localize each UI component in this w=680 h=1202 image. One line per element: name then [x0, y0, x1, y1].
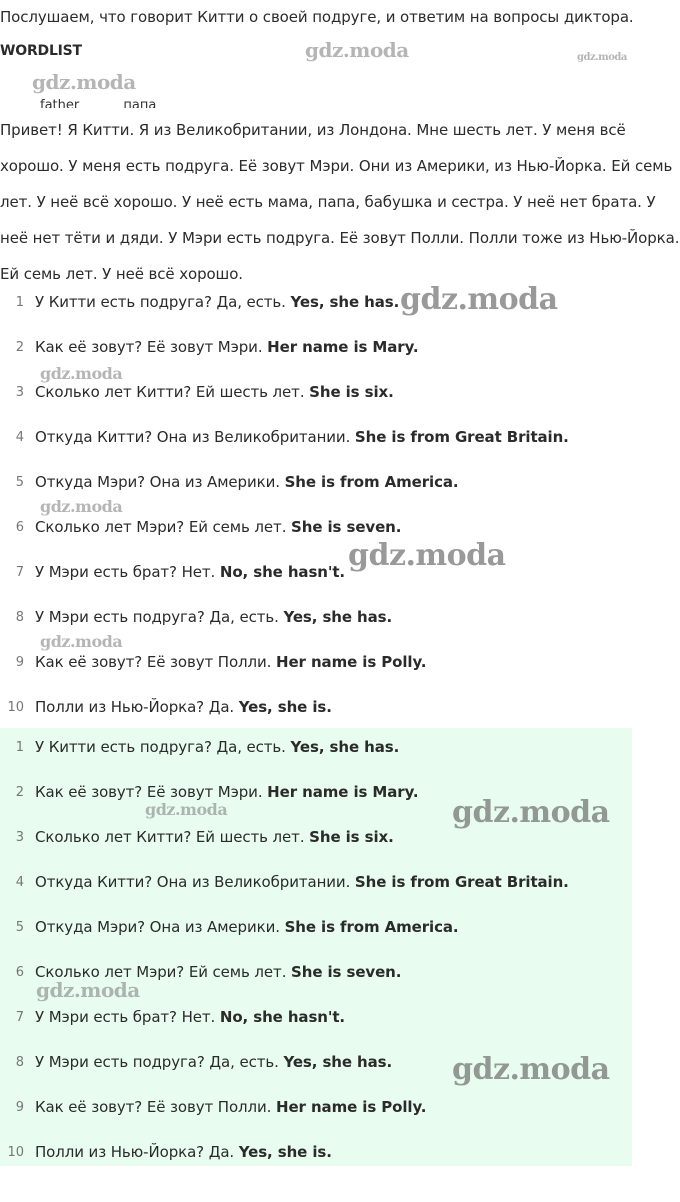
answer-text: She is from America. — [284, 918, 459, 936]
qa-number: 2 — [15, 340, 24, 355]
question-text: У Мэри есть брат? Нет. — [35, 1008, 216, 1026]
question-text: У Мэри есть подруга? Да, есть. — [35, 1053, 279, 1071]
watermark: gdz.moda — [32, 70, 136, 94]
qa-text — [35, 518, 401, 536]
qa-text — [35, 828, 394, 846]
watermark: gdz.moda — [452, 795, 610, 830]
qa-text — [35, 1053, 392, 1071]
answer-text: She is seven. — [291, 518, 402, 536]
qa-text — [35, 1098, 426, 1116]
question-text: Откуда Китти? Она из Великобритании. — [35, 873, 351, 891]
qa-text — [35, 653, 426, 671]
qa-text — [35, 338, 418, 356]
watermark: gdz.moda — [305, 38, 409, 62]
qa-text — [35, 608, 392, 626]
qa-number: 2 — [15, 785, 24, 800]
answer-text: Yes, she has. — [283, 608, 393, 626]
question-text: Полли из Нью-Йорка? Да. — [35, 1143, 235, 1161]
qa-number: 1 — [15, 295, 24, 310]
qa-number: 6 — [15, 520, 24, 535]
qa-number: 7 — [15, 1010, 24, 1025]
watermark: gdz.moda — [452, 1052, 610, 1087]
qa-text — [35, 873, 569, 891]
qa-number: 10 — [7, 700, 24, 715]
qa-text — [35, 1008, 345, 1026]
qa-item — [0, 418, 632, 463]
qa-item — [0, 1088, 632, 1133]
answer-text: She is from America. — [284, 473, 459, 491]
qa-number: 8 — [15, 1055, 24, 1070]
question-text: Как её зовут? Её зовут Полли. — [35, 1098, 272, 1116]
qa-item — [0, 688, 632, 733]
answer-text: She is seven. — [291, 963, 402, 981]
qa-number: 6 — [15, 965, 24, 980]
answer-text: Yes, she has. — [290, 293, 400, 311]
question-text: Полли из Нью-Йорка? Да. — [35, 698, 235, 716]
answer-text: She is from Great Britain. — [354, 873, 569, 891]
task-instruction: Послушаем, что говорит Китти о своей подруге, и ответим на вопросы диктора. — [0, 8, 634, 26]
wordlist-word: father — [40, 98, 80, 108]
answer-text: She is six. — [309, 383, 394, 401]
qa-number: 7 — [15, 565, 24, 580]
qa-text — [35, 1143, 332, 1161]
answer-text: She is from Great Britain. — [354, 428, 569, 446]
answer-text: Her name is Polly. — [276, 653, 427, 671]
qa-number: 4 — [15, 430, 24, 445]
answer-text: Her name is Polly. — [276, 1098, 427, 1116]
answer-text: Yes, she has. — [283, 1053, 393, 1071]
watermark: gdz.moda — [348, 538, 506, 573]
answer-text: Her name is Mary. — [267, 783, 419, 801]
qa-number: 8 — [15, 610, 24, 625]
question-text: У Китти есть подруга? Да, есть. — [35, 293, 286, 311]
question-text: Как её зовут? Её зовут Мэри. — [35, 338, 263, 356]
wordlist-translation: папа — [123, 98, 157, 108]
qa-item — [0, 553, 632, 598]
qa-text — [35, 293, 399, 311]
wordlist-heading: WORDLIST — [0, 43, 82, 59]
qa-item — [0, 998, 632, 1043]
qa-text — [35, 473, 459, 491]
wordlist-row — [40, 98, 196, 108]
question-text: Сколько лет Китти? Ей шесть лет. — [35, 383, 305, 401]
watermark: gdz.moda — [40, 497, 123, 516]
answers-list-highlighted — [0, 728, 632, 1166]
answer-text: Yes, she is. — [238, 1143, 332, 1161]
qa-number: 5 — [15, 475, 24, 490]
watermark: gdz.moda — [145, 800, 228, 819]
qa-number: 10 — [7, 1145, 24, 1160]
question-text: Откуда Мэри? Она из Америки. — [35, 918, 280, 936]
question-text: У Мэри есть подруга? Да, есть. — [35, 608, 279, 626]
question-text: У Мэри есть брат? Нет. — [35, 563, 216, 581]
qa-number: 1 — [15, 740, 24, 755]
question-text: Как её зовут? Её зовут Полли. — [35, 653, 272, 671]
qa-text — [35, 918, 459, 936]
qa-number: 4 — [15, 875, 24, 890]
qa-item — [0, 908, 632, 953]
qa-number: 5 — [15, 920, 24, 935]
qa-text — [35, 383, 394, 401]
answer-text: Yes, she is. — [238, 698, 332, 716]
qa-number: 3 — [15, 830, 24, 845]
question-text: Сколько лет Мэри? Ей семь лет. — [35, 963, 287, 981]
question-text: Сколько лет Китти? Ей шесть лет. — [35, 828, 305, 846]
qa-number: 9 — [15, 1100, 24, 1115]
watermark: gdz.moda — [36, 978, 140, 1002]
qa-text — [35, 738, 399, 756]
question-text: Сколько лет Мэри? Ей семь лет. — [35, 518, 287, 536]
qa-number: 9 — [15, 655, 24, 670]
qa-item — [0, 863, 632, 908]
watermark: gdz.moda — [40, 632, 123, 651]
answer-text: Yes, she has. — [290, 738, 400, 756]
qa-item — [0, 1133, 632, 1178]
story-text: Привет! Я Китти. Я из Великобритании, из Лондона. Мне шесть лет. У меня всё хорошо. У меня есть подруга. Её зовут Мэри. Они из Америки, из Нью-Йорка. Ей семь лет. У неё всё хорошо. У неё есть мама, папа, бабушка и сестра. У неё нет брата. У неё нет тёти и дяди. У Мэри есть подруга. Её зовут Полли. Полли тоже из Нью-Йорка. Ей семь лет. У неё всё хорошо. — [0, 121, 680, 283]
answer-text: Her name is Mary. — [267, 338, 419, 356]
question-text: Откуда Китти? Она из Великобритании. — [35, 428, 351, 446]
question-text: Откуда Мэри? Она из Америки. — [35, 473, 280, 491]
answer-text: No, she hasn't. — [219, 1008, 346, 1026]
qa-number: 3 — [15, 385, 24, 400]
watermark: gdz.moda — [40, 364, 123, 383]
qa-item — [0, 728, 632, 773]
watermark: gdz.moda — [400, 282, 558, 317]
qa-text — [35, 428, 569, 446]
answer-text: No, she hasn't. — [219, 563, 346, 581]
qa-text — [35, 563, 345, 581]
qa-text — [35, 783, 418, 801]
watermark: gdz.moda — [577, 52, 627, 63]
question-text: У Китти есть подруга? Да, есть. — [35, 738, 286, 756]
answer-text: She is six. — [309, 828, 394, 846]
question-text: Как её зовут? Её зовут Мэри. — [35, 783, 263, 801]
qa-text — [35, 698, 332, 716]
